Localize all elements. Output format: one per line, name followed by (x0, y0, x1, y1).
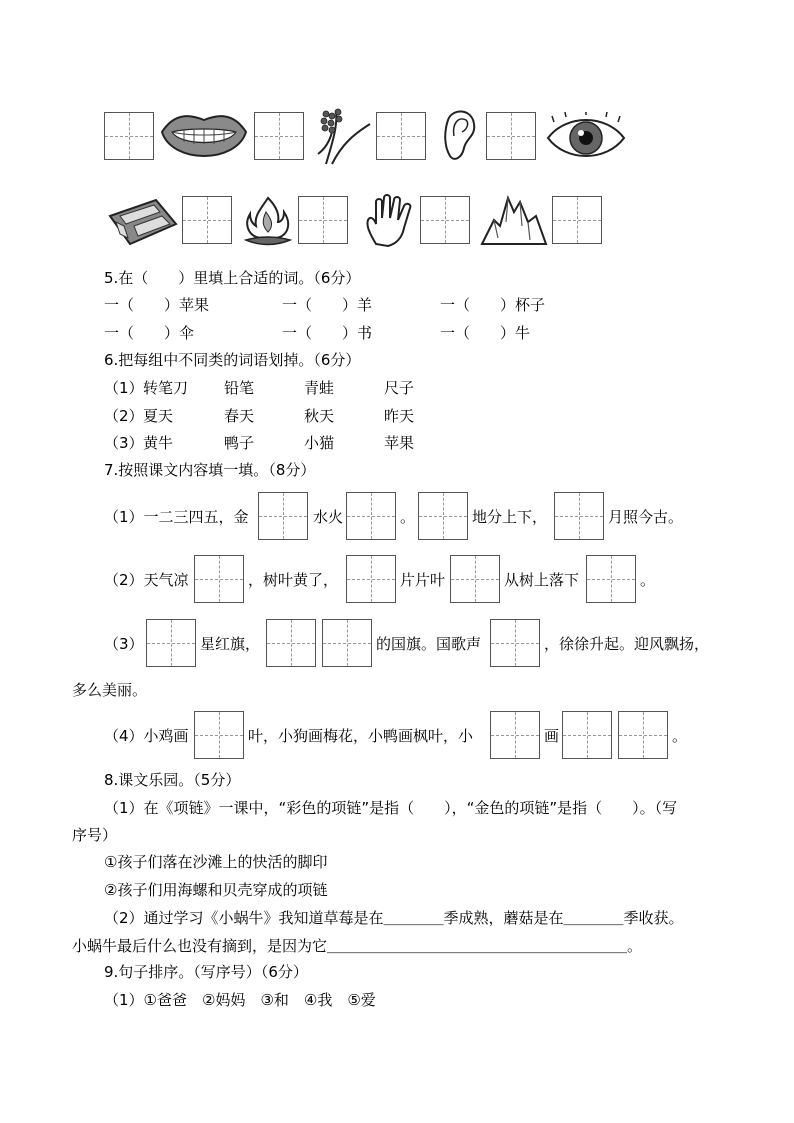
q6-row-num: （3） (104, 434, 144, 452)
q7-text: （3） (104, 635, 144, 653)
q6-word[interactable]: 青蛙 (304, 379, 335, 397)
writing-box[interactable] (266, 619, 316, 667)
q6-word[interactable]: 秋天 (304, 407, 335, 425)
q6-row-num: （2） (104, 407, 144, 425)
writing-box[interactable] (450, 555, 500, 603)
q7-text: （2）天气凉 (104, 571, 189, 589)
q9-title: 9.句子排序。（写序号）（6分） (104, 963, 308, 981)
q8-option: ②孩子们用海螺和贝壳穿成的项链 (104, 881, 328, 899)
q8-text: 序号） (72, 826, 118, 844)
eye-icon (544, 112, 628, 164)
q8-text: （1）在《项链》一课中，“彩色的项链”是指（ ），“金色的项链”是指（ ）。（写 (104, 799, 678, 817)
writing-box[interactable] (586, 555, 636, 603)
q7-text: 。 (640, 571, 656, 589)
q6-title: 6.把每组中不同类的词语划掉。（6分） (104, 351, 361, 369)
writing-box[interactable] (420, 196, 470, 244)
q7-text: 片片叶 (400, 571, 446, 589)
writing-box[interactable] (146, 619, 196, 667)
q5-title: 5.在（ ）里填上合适的词。（6分） (104, 269, 361, 287)
field-icon (106, 196, 180, 248)
q7-title: 7.按照课文内容填一填。（8分） (104, 461, 316, 479)
q7-text: 地分上下， (472, 508, 548, 526)
q7-text: ，树叶黄了， (248, 571, 339, 589)
writing-box[interactable] (104, 112, 154, 160)
mountain-icon (480, 192, 548, 248)
writing-box[interactable] (486, 112, 536, 160)
q6-word[interactable]: 苹果 (384, 434, 415, 452)
writing-box[interactable] (376, 112, 426, 160)
q7-text: 水火 (313, 508, 344, 526)
q6-word[interactable]: 尺子 (384, 379, 415, 397)
q7-text: 从树上落下 (504, 571, 580, 589)
q9-text: （1）①爸爸 ②妈妈 ③和 ④我 ⑤爱 (104, 991, 376, 1009)
q8-option: ①孩子们落在沙滩上的快活的脚印 (104, 853, 328, 871)
writing-box[interactable] (490, 711, 540, 759)
writing-box[interactable] (182, 196, 232, 244)
q8-title: 8.课文乐园。（5分） (104, 771, 241, 789)
q7-text: 。 (400, 508, 416, 526)
q7-text: 星红旗， (200, 635, 261, 653)
q7-text: 的国旗。国歌声 (376, 635, 482, 653)
writing-box[interactable] (298, 196, 348, 244)
q6-row-num: （1） (104, 379, 144, 397)
q6-word[interactable]: 昨天 (384, 407, 415, 425)
q7-text: （4）小鸡画 (104, 727, 189, 745)
q5-item[interactable]: 一（ ）苹果 (104, 296, 210, 314)
q8-text: （2）通过学习《小蜗牛》我知道草莓是在＿＿＿＿季成熟，蘑菇是在＿＿＿＿季收获。 (104, 909, 684, 927)
writing-box[interactable] (554, 492, 604, 540)
writing-box[interactable] (490, 619, 540, 667)
writing-box[interactable] (346, 555, 396, 603)
writing-box[interactable] (254, 112, 304, 160)
writing-box[interactable] (418, 492, 468, 540)
q6-word[interactable]: 鸭子 (224, 434, 255, 452)
q5-item[interactable]: 一（ ）书 (282, 324, 373, 342)
q7-text: ，徐徐升起。迎风飘扬， (544, 635, 710, 653)
q7-text: （1）一二三四五，金 (104, 508, 249, 526)
q5-item[interactable]: 一（ ）羊 (282, 296, 373, 314)
q5-item[interactable]: 一（ ）杯子 (440, 296, 546, 314)
writing-box[interactable] (194, 711, 244, 759)
q6-word[interactable]: 小猫 (304, 434, 335, 452)
q6-word[interactable]: 黄牛 (143, 434, 174, 452)
writing-box[interactable] (346, 492, 396, 540)
q5-item[interactable]: 一（ ）伞 (104, 324, 195, 342)
writing-box[interactable] (552, 196, 602, 244)
fire-icon (240, 192, 296, 248)
q7-text: 画 (544, 727, 560, 745)
ear-icon (440, 106, 480, 164)
q7-text: 。 (672, 727, 688, 745)
q8-text: 小蜗牛最后什么也没有摘到，是因为它＿＿＿＿＿＿＿＿＿＿＿＿＿＿＿＿＿＿＿＿。 (72, 937, 643, 955)
mouth-icon (158, 106, 250, 170)
q6-word[interactable]: 夏天 (143, 407, 174, 425)
q7-text: 叶，小狗画梅花，小鸭画枫叶，小 (248, 727, 474, 745)
writing-box[interactable] (322, 619, 372, 667)
q6-word[interactable]: 转笔刀 (143, 379, 189, 397)
q7-text: 多么美丽。 (72, 681, 148, 699)
q6-word[interactable]: 春天 (224, 407, 255, 425)
writing-box[interactable] (562, 711, 612, 759)
q5-item[interactable]: 一（ ）牛 (440, 324, 531, 342)
q7-text: 月照今古。 (608, 508, 684, 526)
hand-icon (362, 192, 418, 248)
writing-box[interactable] (258, 492, 308, 540)
q6-word[interactable]: 铅笔 (224, 379, 255, 397)
writing-box[interactable] (194, 555, 244, 603)
writing-box[interactable] (618, 711, 668, 759)
rice-plant-icon (312, 104, 374, 166)
